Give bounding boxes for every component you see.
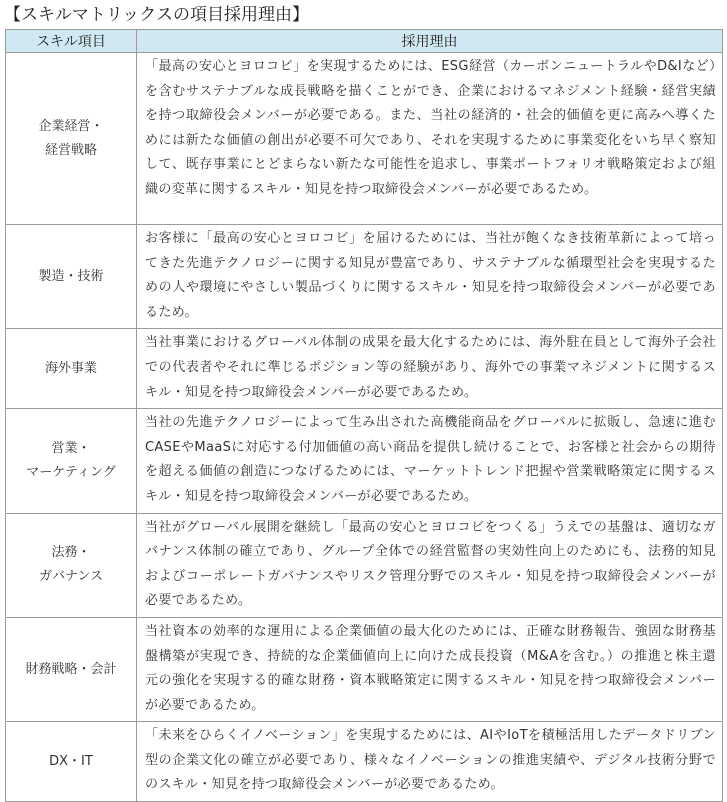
- skill-item-cell: 営業・ マーケティング: [6, 409, 137, 513]
- table-row: [6, 409, 723, 513]
- reason-cell: 当社がグローバル展開を継続し「最高の安心とヨロコビをつくる」うえでの基盤は、適切なガバナンス体制の確立であり、グループ全体での経営監督の実効性向上のためにも、法務的知見およびコーポレートガバナンスやリスク管理分野でのスキル・知見を持つ取締役会メンバーが必要であるため。: [137, 513, 723, 617]
- reason-cell: お客様に「最高の安心とヨロコビ」を届けるためには、当社が飽くなき技術革新によって培ってきた先進テクノロジーに関する知見が豊富であり、サステナブルな循環型社会を実現するための人や環境にやさしい製品づくりに関するスキル・知見を持つ取締役会メンバーが必要であるため。: [137, 225, 723, 329]
- skill-item-cell: 製造・技術: [6, 225, 137, 329]
- table-row: [6, 722, 723, 802]
- skill-item-cell: 法務・ ガバナンス: [6, 513, 137, 617]
- reason-cell: 「未来をひらくイノベーション」を実現するためには、AIやIoTを積極活用したデータドリブン型の企業文化の確立が必要であり、様々なイノベーションの推進実績や、デジタル技術分野でのスキル・知見を持つ取締役会メンバーが必要であるため。: [137, 722, 723, 802]
- table-row: [6, 329, 723, 409]
- skill-item-cell: 海外事業: [6, 329, 137, 409]
- skill-item-cell: 企業経営・ 経営戦略: [6, 53, 137, 225]
- skill-item-cell: DX・IT: [6, 722, 137, 802]
- skill-item-cell: 財務戦略・会計: [6, 617, 137, 721]
- table-row: [6, 225, 723, 329]
- reason-cell: 当社資本の効率的な運用による企業価値の最大化のためには、正確な財務報告、強固な財務基盤構築が実現でき、持続的な企業価値向上に向けた成長投資（M&Aを含む。）の推進と株主還元の強化を実現する的確な財務・資本戦略策定に関するスキル・知見を持つ取締役会メンバーが必要であるため。: [137, 617, 723, 721]
- column-header-reason: 採用理由: [137, 30, 723, 53]
- skill-reason-table: [5, 29, 723, 802]
- table-row: [6, 617, 723, 721]
- table-header-row: [6, 30, 723, 53]
- table-row: [6, 513, 723, 617]
- table-row: [6, 53, 723, 225]
- document-title: 【スキルマトリックスの項目採用理由】: [4, 5, 309, 25]
- reason-cell: 「最高の安心とヨロコビ」を実現するためには、ESG経営（カーボンニュートラルやD&Iなど）を含むサステナブルな成長戦略を描くことができ、企業におけるマネジメント経験・経営実績を持つ取締役会メンバーが必要である。また、当社の経済的・社会的価値を更に高みへ導くためには新たな価値の創出が必要不可欠であり、それを実現するために事業変化をいち早く察知して、既存事業にとどまらない新たな可能性を追求し、事業ポートフォリオ戦略策定および組織の変革に関するスキル・知見を持つ取締役会メンバーが必要であるため。: [137, 53, 723, 225]
- column-header-skill-item: スキル項目: [6, 30, 137, 53]
- reason-cell: 当社の先進テクノロジーによって生み出された高機能商品をグローバルに拡販し、急速に進むCASEやMaaSに対応する付加価値の高い商品を提供し続けることで、お客様と社会からの期待を超える価値の創造につなげるためには、マーケットトレンド把握や営業戦略策定に関するスキル・知見を持つ取締役会メンバーが必要であるため。: [137, 409, 723, 513]
- reason-cell: 当社事業におけるグローバル体制の成果を最大化するためには、海外駐在員として海外子会社での代表者やそれに準じるポジション等の経験があり、海外での事業マネジメントに関するスキル・知見を持つ取締役会メンバーが必要であるため。: [137, 329, 723, 409]
